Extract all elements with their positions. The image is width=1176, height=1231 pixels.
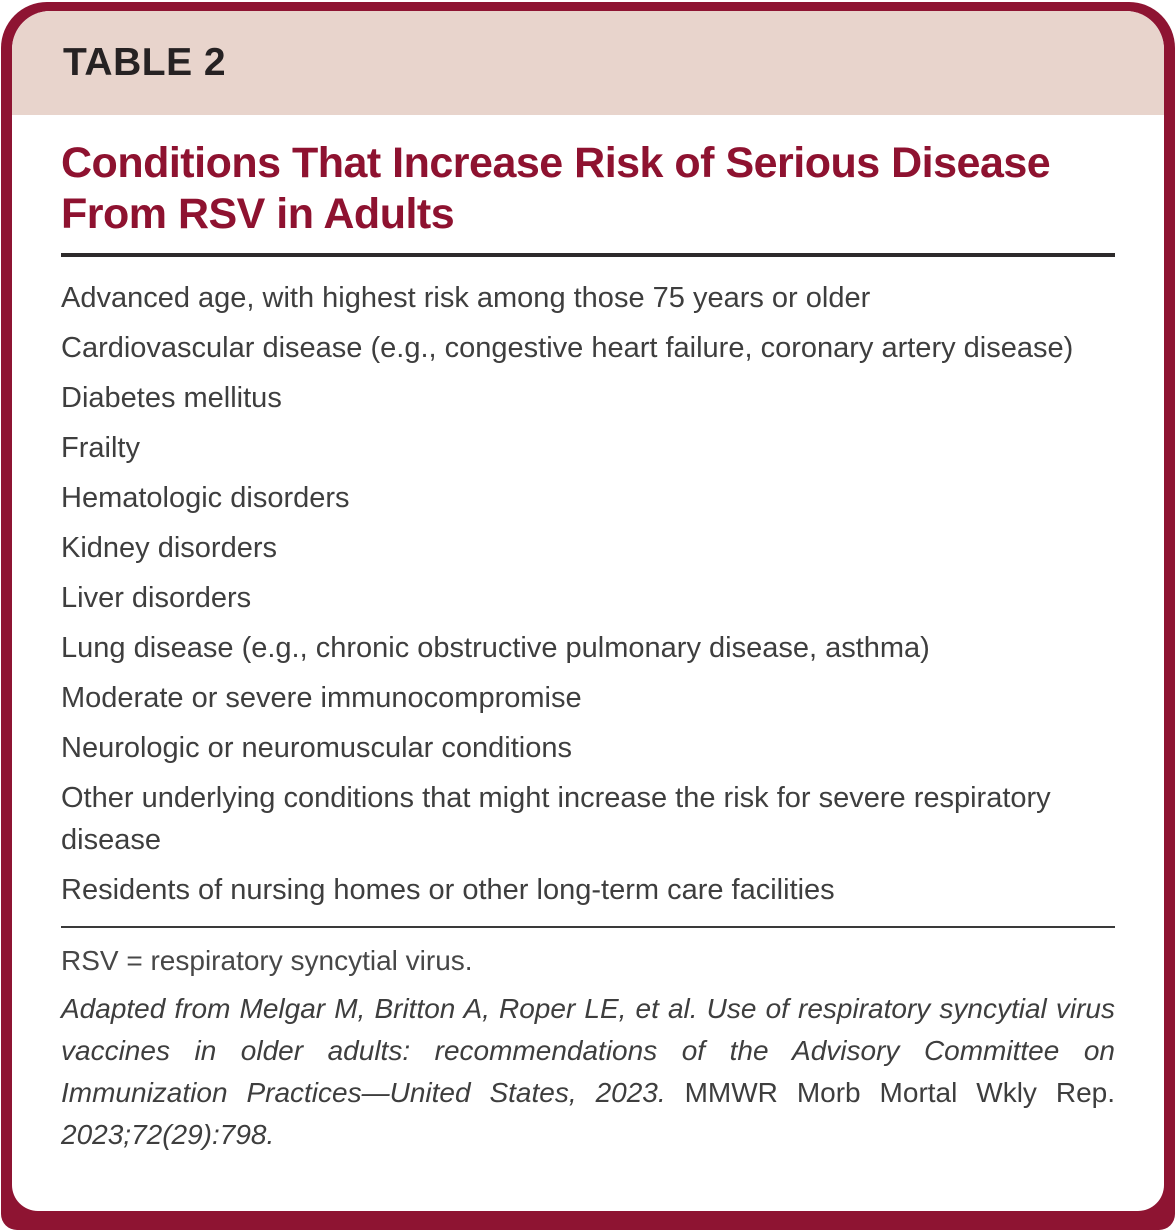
citation-lead: Adapted from Melgar M, Britton A, Roper LE, et al. Use of respiratory syncytial virus vaccines in older adults: recommendations of the Advisory Committee on Immunization Practices—United States, 2023.: [61, 993, 1115, 1108]
list-item: Neurologic or neuromuscular conditions: [61, 732, 572, 764]
table-title: Conditions That Increase Risk of Serious Disease From RSV in Adults: [61, 139, 1051, 238]
abbreviation-footnote: RSV = respiratory syncytial virus.: [61, 945, 473, 976]
list-item: Liver disorders: [61, 582, 252, 614]
citation-journal-name: MMWR Morb Mortal Wkly Rep.: [684, 1077, 1116, 1108]
conditions-list: [61, 277, 1115, 911]
list-item: Diabetes mellitus: [61, 382, 282, 414]
source-citation: [61, 988, 1115, 1156]
table-card: [1, 2, 1175, 1230]
table-header-band: [12, 11, 1164, 115]
list-item: Residents of nursing homes or other long-term care facilities: [61, 874, 835, 906]
list-item: Advanced age, with highest risk among those 75 years or older: [61, 282, 871, 314]
footnote-divider-rule: [61, 926, 1115, 928]
table-content: [12, 138, 1164, 1156]
list-item: Lung disease (e.g., chronic obstructive pulmonary disease, asthma): [61, 632, 930, 664]
list-item: Other underlying conditions that might increase the risk for severe respiratory disease: [61, 782, 1051, 856]
table-card-inner: [12, 11, 1164, 1211]
list-item: Cardiovascular disease (e.g., congestive heart failure, coronary artery disease): [61, 332, 1074, 364]
citation-tail: 2023;72(29):798.: [61, 1119, 275, 1150]
title-divider-rule: [61, 253, 1115, 257]
table-number-label: TABLE 2: [63, 41, 227, 84]
list-item: Kidney disorders: [61, 532, 277, 564]
list-item: Hematologic disorders: [61, 482, 350, 514]
list-item: Moderate or severe immunocompromise: [61, 682, 582, 714]
list-item: Frailty: [61, 432, 140, 464]
